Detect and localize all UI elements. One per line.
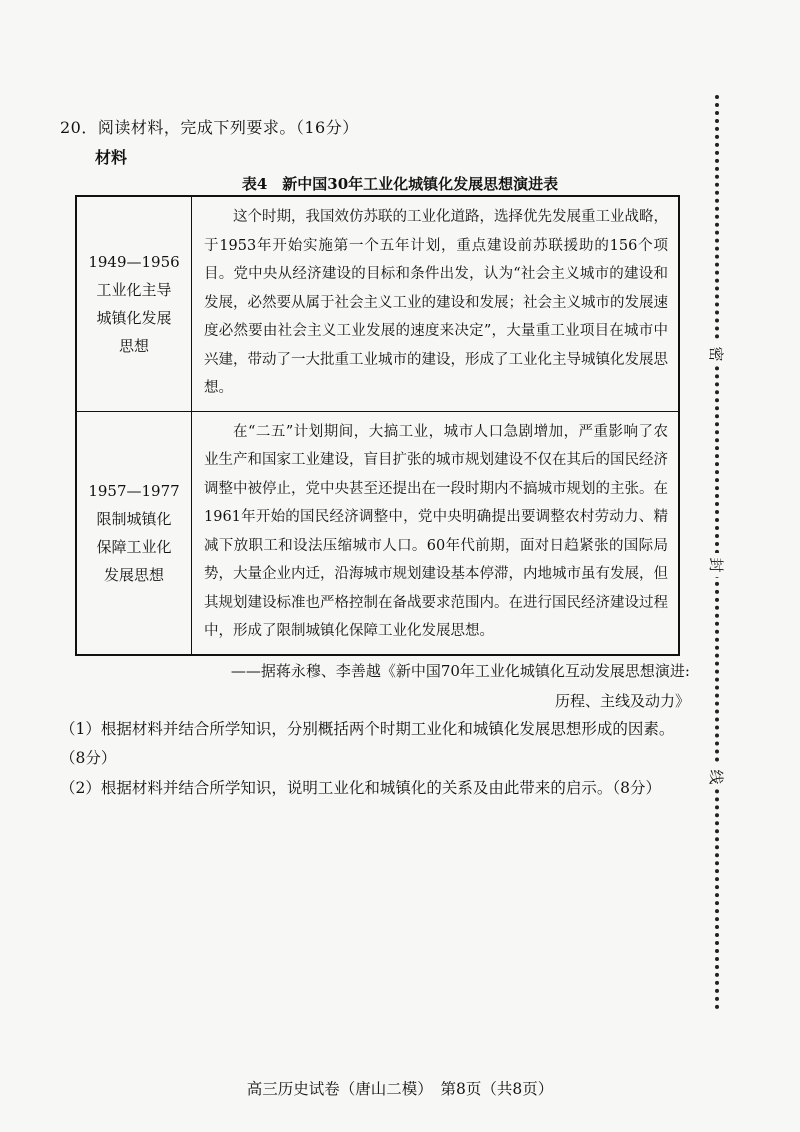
subquestion-1: （1）根据材料并结合所学知识，分别概括两个时期工业化和城镇化发展思想形成的因素。（8分） <box>60 720 675 767</box>
seal-char-xian: 线 <box>704 765 728 789</box>
table-row <box>76 411 679 655</box>
period-cell <box>76 411 192 655</box>
subquestion-2: （2）根据材料并结合所学知识，说明工业化和城镇化的关系及由此带来的启示。（8分） <box>60 779 661 797</box>
table-row <box>76 196 679 411</box>
period-idea-line: 思想 <box>118 336 149 355</box>
period-idea-line: 发展思想 <box>103 565 164 584</box>
table-caption: 表4 新中国30年工业化城镇化发展思想演进表 <box>241 175 559 193</box>
page-footer: 高三历史试卷（唐山二模） 第8页（共8页） <box>246 1080 554 1098</box>
evolution-table <box>75 195 680 656</box>
material-label: 材料 <box>95 148 128 167</box>
period-idea-line: 限制城镇化 <box>96 509 172 528</box>
seal-char-mi: 密 <box>704 342 728 366</box>
content-cell <box>192 196 680 411</box>
period-years: 1957—1977 <box>88 481 180 500</box>
question-title: 20．阅读材料，完成下列要求。（16分） <box>60 118 359 137</box>
period-idea-line: 保障工业化 <box>96 537 172 556</box>
period-cell <box>76 196 192 411</box>
period-idea-line: 工业化主导 <box>96 280 172 299</box>
period-idea-line: 城镇化发展 <box>96 308 172 327</box>
source-citation-cont: 历程、主线及动力》 <box>554 692 690 710</box>
content-text: 在“二五”计划期间，大搞工业，城市人口急剧增加，严重影响了农业生产和国家工业建设，盲目扩张的城市规划建设不仅在其后的国民经济调整中被停止，党中央甚至还提出在一段时期内不搞城市规划的主张。在1961年开始的国民经济调整中，党中央明确提出要调整农村劳动力、精减下放职工和设法压缩城市人口。60年代前期，面对日趋紧张的国际局势，大量企业内迁，沿海城市规划建设基本停滞，内地城市虽有发展，但其规划建设标准也严格控制在备战要求范围内。在进行国民经济建设过程中，形成了限制城镇化保障工业化发展思想。 <box>204 423 668 639</box>
content-text: 这个时期，我国效仿苏联的工业化道路，选择优先发展重工业战略，于1953年开始实施第一个五年计划，重点建设前苏联援助的156个项目。党中央从经济建设的目标和条件出发，认为“社会主义城市的建设和发展，必然要从属于社会主义工业的建设和发展；社会主义城市的发展速度必然要由社会主义工业发展的速度来决定”，大量重工业项目在城市中兴建，带动了一大批重工业城市的建设，形成了工业化主导城镇化发展思想。 <box>204 209 668 396</box>
period-years: 1949—1956 <box>88 252 180 271</box>
seal-char-feng: 封 <box>704 553 728 577</box>
source-citation: ——据蒋永穆、李善越《新中国70年工业化城镇化互动发展思想演进: <box>230 662 690 680</box>
content-cell <box>192 411 680 655</box>
